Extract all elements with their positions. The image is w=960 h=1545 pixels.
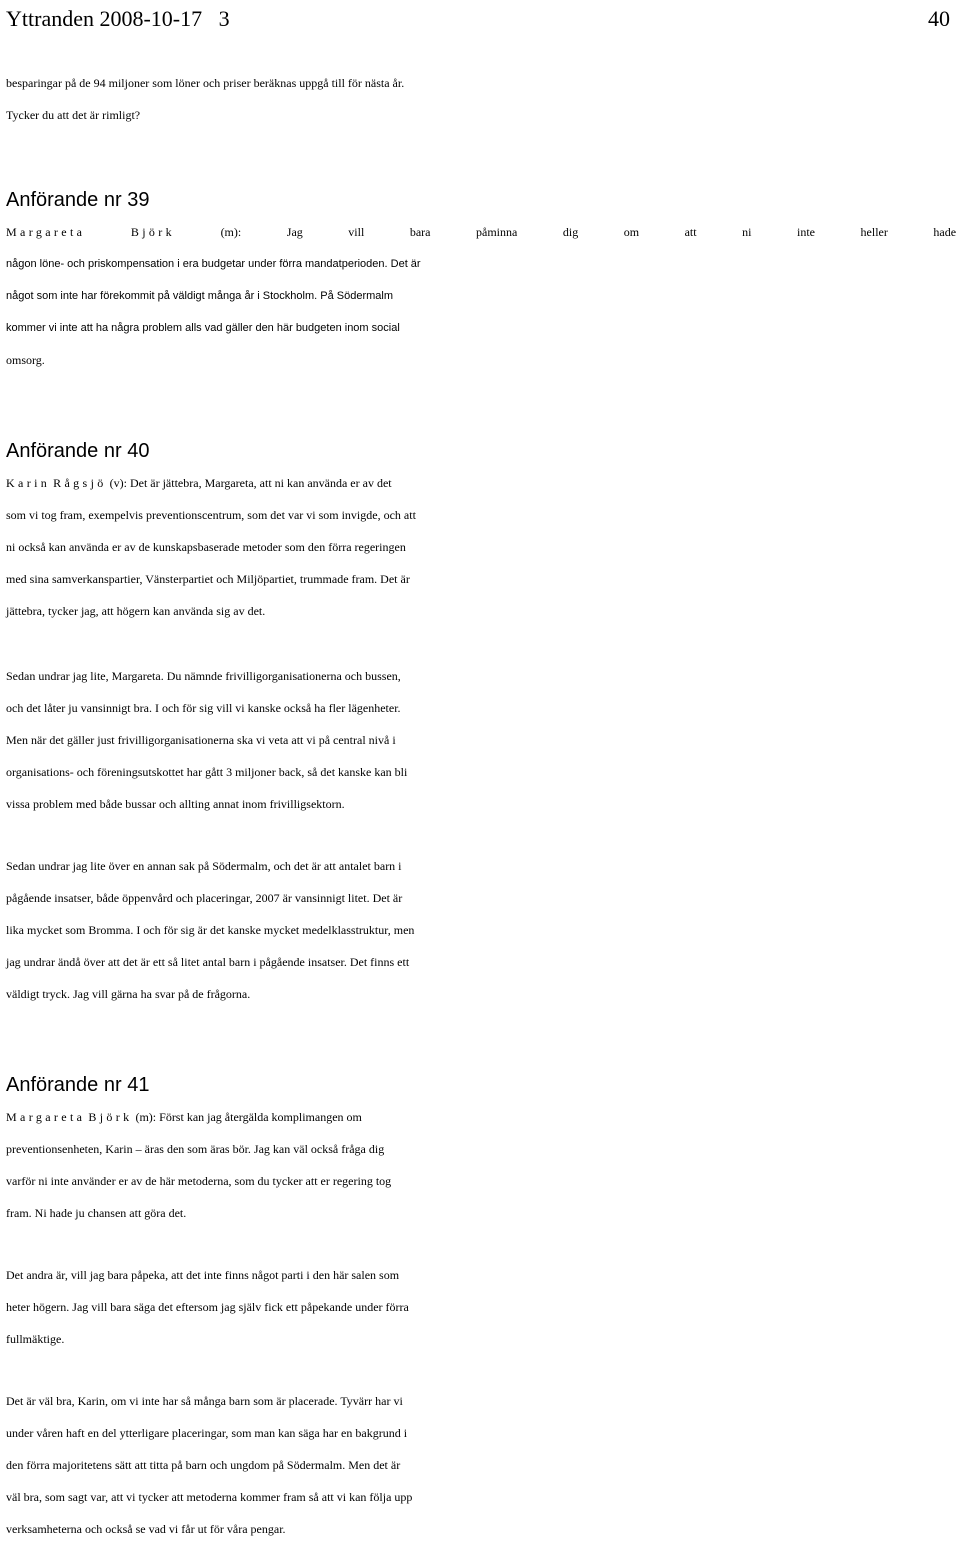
text-line: väldigt tryck. Jag vill gärna ha svar på de frågorna. [6, 987, 251, 1001]
text-line: varför ni inte använder er av de här metoderna, som du tycker att er regering tog [6, 1174, 392, 1188]
speaker-line: Margareta Björk (m): Jag vill bara påminna dig om att ni inte heller hade [6, 225, 957, 239]
text-line: jättebra, tycker jag, att högern kan använda sig av det. [6, 604, 266, 618]
text-line: som vi tog fram, exempelvis preventionscentrum, som det var vi som invigde, och att [6, 508, 416, 522]
text-line: under våren haft en del ytterligare placeringar, som man kan säga har en bakgrund i [6, 1426, 408, 1440]
page-header [6, 3, 956, 37]
text-line: pågående insatser, både öppenvård och placeringar, 2007 är vansinnigt litet. Det är [6, 891, 403, 905]
text-line: heter högern. Jag vill bara säga det eftersom jag själv fick ett påpekande under förra [6, 1300, 409, 1314]
speech-41-paragraph-3 [6, 1385, 956, 1545]
speaker-last-name: Rågsjö [53, 476, 107, 490]
text-line: omsorg. [6, 353, 45, 367]
speech-40-paragraph-2 [6, 660, 956, 820]
speech-41-paragraph-1 [6, 1101, 956, 1229]
text-line: lika mycket som Bromma. I och för sig är det kanske mycket medelklasstruktur, men [6, 923, 415, 937]
text-line: Det andra är, vill jag bara påpeka, att det inte finns något parti i den här salen som [6, 1268, 400, 1282]
speaker-party: (m): [220, 225, 242, 239]
intro-paragraph [6, 67, 956, 131]
text-line: Sedan undrar jag lite, Margareta. Du nämnde frivilligorganisationerna och bussen, [6, 669, 401, 683]
speaker-line: Margareta Björk (m): Först kan jag återgälda komplimangen om [6, 1110, 362, 1124]
speaker-last-name: Björk [88, 1110, 133, 1124]
text-line: någon löne- och priskompensation i era budgetar under förra mandatperioden. Det är [6, 258, 421, 270]
text-line: ni också kan använda er av de kunskapsbaserade metoder som den förra regeringen [6, 540, 406, 554]
text-line: något som inte har förekommit på väldigt många år i Stockholm. På Södermalm [6, 290, 394, 302]
speaker-last-name: Björk [130, 225, 176, 239]
speaker-party: (v): [109, 476, 127, 490]
speaker-line: Karin Rågsjö (v): Det är jättebra, Margareta, att ni kan använda er av det [6, 476, 392, 490]
page-number: 40 [928, 6, 950, 31]
text-line: organisations- och föreningsutskottet har gått 3 miljoner back, så det kanske kan bli [6, 765, 408, 779]
text-line: verksamheterna och också se vad vi får ut för våra pengar. [6, 1522, 286, 1536]
text-line: Men när det gäller just frivilligorganisationerna ska vi veta att vi på central nivå i [6, 733, 396, 747]
text-line: preventionsenheten, Karin – äras den som äras bör. Jag kan väl också fråga dig [6, 1142, 385, 1156]
header-title: Yttranden 2008-10-17 3 [6, 6, 230, 31]
text-line: Tycker du att det är rimligt? [6, 108, 141, 122]
speaker-first-name: Margareta [6, 225, 86, 239]
speech-41-paragraph-2 [6, 1259, 956, 1355]
text-line: väl bra, som sagt var, att vi tycker att metoderna kommer fram så att vi kan följa upp [6, 1490, 413, 1504]
speech-40-paragraph-1 [6, 467, 956, 627]
text-line: och det låter ju vansinnigt bra. I och för sig vill vi kanske också ha fler lägenheter. [6, 701, 401, 715]
text-line: med sina samverkanspartier, Vänsterpartiet och Miljöpartiet, trummade fram. Det är [6, 572, 410, 586]
text-line: Det är väl bra, Karin, om vi inte har så många barn som är placerade. Tyvärr har vi [6, 1394, 403, 1408]
speech-39-text [6, 216, 956, 376]
speech-heading-40: Anförande nr 40 [6, 440, 150, 462]
text-line: kommer vi inte att ha några problem alls vad gäller den här budgeten inom social [6, 322, 400, 334]
text-line: vissa problem med både bussar och allting annat inom frivilligsektorn. [6, 797, 345, 811]
speaker-party: (m): [135, 1110, 157, 1124]
text-line: besparingar på de 94 miljoner som löner och priser beräknas uppgå till för nästa år. [6, 76, 405, 90]
speech-heading-39: Anförande nr 39 [6, 189, 150, 211]
text-line: jag undrar ändå över att det är ett så litet antal barn i pågående insatser. Det finns ett [6, 955, 410, 969]
text-line: fullmäktige. [6, 1332, 65, 1346]
speaker-first-name: Margareta [6, 1110, 86, 1124]
speaker-first-name: Karin [6, 476, 51, 490]
speech-heading-41: Anförande nr 41 [6, 1074, 150, 1096]
text-line: den förra majoritetens sätt att titta på barn och ungdom på Södermalm. Men det är [6, 1458, 401, 1472]
text-line: Sedan undrar jag lite över en annan sak på Södermalm, och det är att antalet barn i [6, 859, 402, 873]
speech-40-paragraph-3 [6, 850, 956, 1010]
text-line: fram. Ni hade ju chansen att göra det. [6, 1206, 187, 1220]
